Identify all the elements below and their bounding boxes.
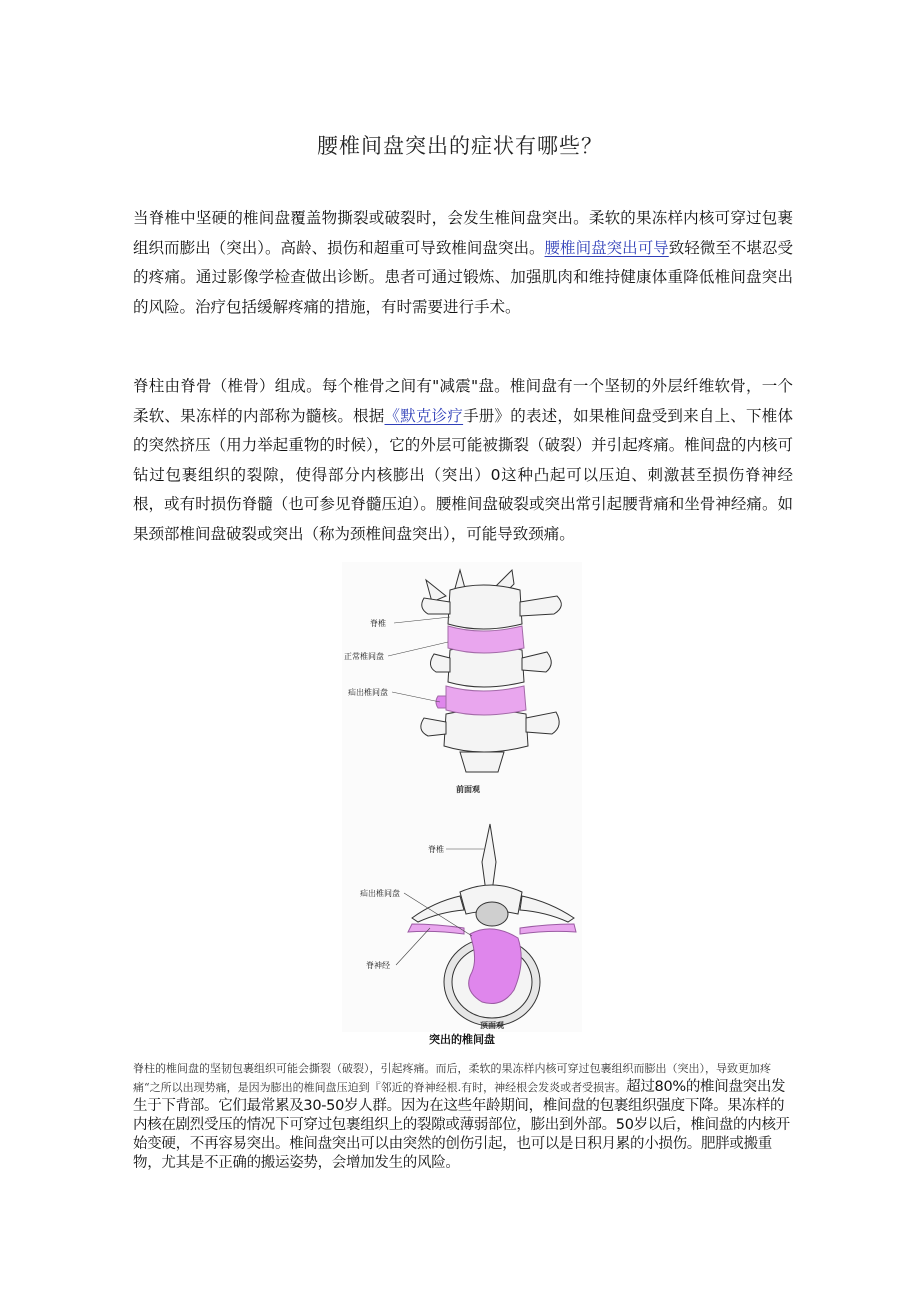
label-vertebra-front: 脊椎: [370, 619, 386, 628]
label-front-view: 前面观: [456, 784, 480, 794]
herniation-link[interactable]: 腰椎间盘突出可导: [544, 238, 669, 257]
intro-text-2: 致轻微至不堪忍受的疼痛。通过影像学检查做出诊断。患者可通过锻炼、加强肌肉和维持健康体重降低椎间盘突出的风险。治疗包括缓解疼痛的措施，有时需要进行手术。: [133, 238, 793, 316]
spine-text-2: 手册》的表述，如果椎间盘受到来自上、下椎体的突然挤压（用力举起重物的时候），它的外层可能被撕裂（破裂）并引起疼痛。椎间盘的内核可钻过包裹组织的裂隙，使得部分内核膨出（突出）0这种凸起可以压迫、刺激甚至损伤脊神经根，或有时损伤脊髓（也可参见脊髓压迫）。腰椎间盘破裂或突出常引起腰背痛和坐骨神经痛。如果颈部椎间盘破裂或突出（称为颈椎间盘突出），可能导致颈痛。: [133, 406, 793, 543]
intro-paragraph: [133, 204, 793, 322]
figure-explanation: 脊柱的椎间盘的坚韧包裹组织可能会撕裂（破裂），引起疼痛。而后，柔软的果冻样内核可穿过包裹组织而膨出（突出），导致更加疼痛“之所以出现势痛，是因为膨出的椎间盘压迫到『邻近的脊神经根.有时，神经根会发炎或者受损害。: [133, 1062, 771, 1094]
spine-illustration: [342, 562, 582, 1032]
page-title: 腰椎间盘突出的症状有哪些？: [317, 134, 603, 158]
footer-text: [133, 1057, 793, 1171]
herniation-stats-text: 超过80%的椎间盘突出发生于下背部。它们最常累及30-50岁人群。因为在这些年龄期间，椎间盘的包裹组织强度下降。果冻样的内核在剧烈受压的情况下可穿过包裹组织上的裂隙或薄弱部位，膨出到外部。50岁以后，椎间盘的内核开始变硬，不再容易突出。椎间盘突出可以由突然的创伤引起，也可以是日积月累的小损伤。肥胖或搬重物，尤其是不正确的搬运姿势，会增加发生的风险。: [133, 1079, 790, 1171]
label-herniated-disc-top: 疝出椎间盘: [360, 889, 400, 898]
intro-text-1: 当脊椎中坚硬的椎间盘覆盖物撕裂或破裂时，会发生椎间盘突出。柔软的果冻样内核可穿过包裹组织而膨出（突出）。高龄、损伤和超重可导致椎间盘突出。: [133, 209, 793, 257]
label-normal-disc: 正常椎间盘: [344, 652, 384, 661]
merck-manual-link[interactable]: 《默克诊疗: [384, 406, 464, 425]
figure-caption: 突出的椎间盘: [429, 1033, 495, 1046]
spine-text-1: 脊柱由脊骨（椎骨）组成。每个椎骨之间有"减震"盘。椎间盘有一个坚韧的外层纤维软骨，一个柔软、果冻样的内部称为髓核。根据: [133, 377, 793, 425]
label-top-view: 顶面观: [480, 1020, 504, 1030]
label-herniated-disc-front: 疝出椎间盘: [348, 688, 388, 697]
label-spinal-nerve: 脊神经: [366, 961, 390, 970]
spine-paragraph: [133, 372, 793, 549]
label-vertebra-top: 脊椎: [428, 845, 444, 854]
